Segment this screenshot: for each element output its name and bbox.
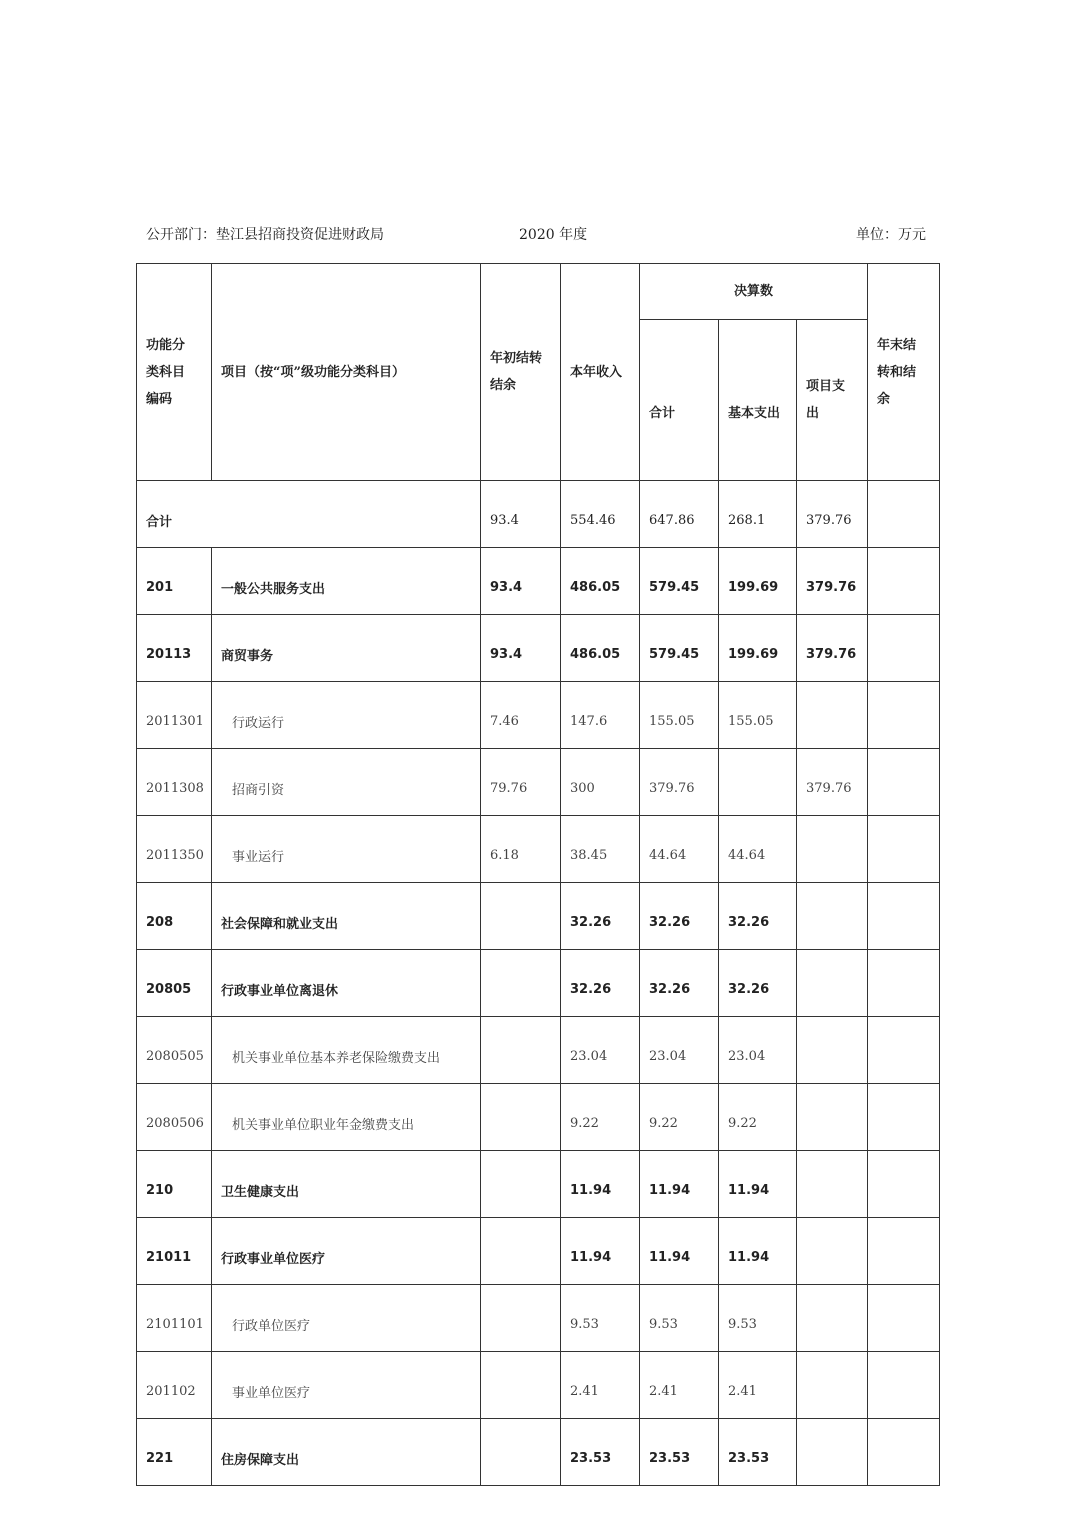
column-header-closing-line: 转和结 [877, 364, 917, 380]
cell-closing [868, 1084, 940, 1151]
column-header-closing [868, 264, 940, 481]
unit-label: 单位：万元 [856, 227, 926, 243]
cell-income: 9.53 [561, 1285, 640, 1352]
cell-name: 事业单位医疗 [212, 1352, 481, 1419]
column-header-opening-line: 结余 [490, 378, 517, 393]
table-row [137, 883, 940, 950]
column-header-closing-line: 年末结 [877, 337, 917, 353]
column-header-total: 合计 [640, 320, 719, 481]
table-row [137, 816, 940, 883]
cell-project [797, 883, 868, 950]
cell-closing [868, 816, 940, 883]
table-row [137, 1285, 940, 1352]
table-row [137, 1017, 940, 1084]
cell-project [797, 1419, 868, 1486]
cell-code: 2011301 [137, 682, 212, 749]
cell-total: 579.45 [640, 615, 719, 682]
cell-basic: 11.94 [719, 1218, 797, 1285]
column-header-income: 本年收入 [561, 264, 640, 481]
cell-total: 44.64 [640, 816, 719, 883]
cell-total: 379.76 [640, 749, 719, 816]
cell-basic: 23.04 [719, 1017, 797, 1084]
cell-code: 2101101 [137, 1285, 212, 1352]
cell-code: 2011350 [137, 816, 212, 883]
cell-basic: 9.53 [719, 1285, 797, 1352]
cell-total: 155.05 [640, 682, 719, 749]
cell-income: 38.45 [561, 816, 640, 883]
fiscal-year-label: 2020 年度 [519, 227, 588, 243]
table-row [137, 1151, 940, 1218]
cell-name: 行政单位医疗 [212, 1285, 481, 1352]
cell-closing [868, 1017, 940, 1084]
cell-project [797, 1084, 868, 1151]
cell-closing [868, 682, 940, 749]
cell-income: 23.53 [561, 1419, 640, 1486]
cell-opening [481, 1151, 561, 1218]
cell-name: 机关事业单位职业年金缴费支出 [212, 1084, 481, 1151]
cell-closing [868, 749, 940, 816]
table-row [137, 1419, 940, 1486]
column-header-project-line: 项目支 [806, 379, 846, 394]
cell-total: 11.94 [640, 1218, 719, 1285]
cell-closing [868, 1285, 940, 1352]
cell-income: 32.26 [561, 883, 640, 950]
cell-basic: 9.22 [719, 1084, 797, 1151]
cell-project [797, 816, 868, 883]
cell-total: 23.53 [640, 1419, 719, 1486]
cell-name: 招商引资 [212, 749, 481, 816]
cell-code: 20805 [137, 950, 212, 1017]
cell-income: 9.22 [561, 1084, 640, 1151]
total-project: 379.76 [797, 481, 868, 548]
cell-income: 486.05 [561, 548, 640, 615]
column-header-opening-line: 年初结转 [490, 351, 543, 366]
cell-basic: 32.26 [719, 950, 797, 1017]
column-header-code [137, 264, 212, 481]
cell-opening [481, 1218, 561, 1285]
cell-basic: 155.05 [719, 682, 797, 749]
cell-project [797, 682, 868, 749]
cell-name: 事业运行 [212, 816, 481, 883]
cell-opening: 7.46 [481, 682, 561, 749]
cell-project: 379.76 [797, 615, 868, 682]
cell-basic [719, 749, 797, 816]
cell-project: 379.76 [797, 749, 868, 816]
cell-code: 201102 [137, 1352, 212, 1419]
cell-basic: 44.64 [719, 816, 797, 883]
column-header-code-line: 功能分 [146, 337, 186, 353]
cell-basic: 32.26 [719, 883, 797, 950]
cell-opening: 79.76 [481, 749, 561, 816]
cell-income: 23.04 [561, 1017, 640, 1084]
table-row [137, 682, 940, 749]
cell-opening: 6.18 [481, 816, 561, 883]
column-header-code-line: 类科目 [146, 364, 186, 380]
cell-name: 社会保障和就业支出 [212, 883, 481, 950]
total-closing [868, 481, 940, 548]
cell-opening: 93.4 [481, 615, 561, 682]
cell-name: 商贸事务 [212, 615, 481, 682]
cell-opening [481, 1419, 561, 1486]
cell-basic: 11.94 [719, 1151, 797, 1218]
cell-name: 行政事业单位医疗 [212, 1218, 481, 1285]
cell-income: 11.94 [561, 1218, 640, 1285]
cell-name: 卫生健康支出 [212, 1151, 481, 1218]
cell-opening [481, 1285, 561, 1352]
cell-project [797, 1285, 868, 1352]
cell-total: 23.04 [640, 1017, 719, 1084]
total-label: 合计 [137, 481, 481, 548]
column-header-project [797, 320, 868, 481]
column-header-project-line: 出 [806, 406, 820, 421]
cell-name: 行政运行 [212, 682, 481, 749]
cell-total: 32.26 [640, 883, 719, 950]
department-label: 公开部门：垫江县招商投资促进财政局 [146, 227, 384, 243]
cell-opening [481, 1352, 561, 1419]
cell-closing [868, 1218, 940, 1285]
column-header-closing-line: 余 [877, 391, 891, 407]
cell-closing [868, 883, 940, 950]
cell-closing [868, 1352, 940, 1419]
cell-code: 2080505 [137, 1017, 212, 1084]
cell-name: 行政事业单位离退休 [212, 950, 481, 1017]
cell-total: 579.45 [640, 548, 719, 615]
cell-income: 300 [561, 749, 640, 816]
cell-closing [868, 548, 940, 615]
table-row [137, 615, 940, 682]
cell-opening [481, 1017, 561, 1084]
table-row [137, 1218, 940, 1285]
cell-basic: 23.53 [719, 1419, 797, 1486]
table-row [137, 1352, 940, 1419]
cell-closing [868, 615, 940, 682]
column-header-opening-balance [481, 264, 561, 481]
cell-total: 9.22 [640, 1084, 719, 1151]
cell-opening [481, 950, 561, 1017]
cell-project: 379.76 [797, 548, 868, 615]
final-accounts-table [136, 263, 940, 1486]
cell-basic: 199.69 [719, 548, 797, 615]
cell-name: 机关事业单位基本养老保险缴费支出 [212, 1017, 481, 1084]
cell-name: 住房保障支出 [212, 1419, 481, 1486]
total-basic: 268.1 [719, 481, 797, 548]
cell-project [797, 950, 868, 1017]
cell-total: 2.41 [640, 1352, 719, 1419]
cell-code: 201 [137, 548, 212, 615]
cell-code: 221 [137, 1419, 212, 1486]
cell-closing [868, 1151, 940, 1218]
cell-project [797, 1218, 868, 1285]
column-header-basic: 基本支出 [719, 320, 797, 481]
column-header-item: 项目（按“项”级功能分类科目） [212, 264, 481, 481]
cell-total: 11.94 [640, 1151, 719, 1218]
total-income: 554.46 [561, 481, 640, 548]
cell-income: 147.6 [561, 682, 640, 749]
cell-code: 210 [137, 1151, 212, 1218]
cell-basic: 199.69 [719, 615, 797, 682]
table-row [137, 749, 940, 816]
cell-income: 2.41 [561, 1352, 640, 1419]
cell-total: 32.26 [640, 950, 719, 1017]
cell-project [797, 1017, 868, 1084]
cell-income: 11.94 [561, 1151, 640, 1218]
column-header-final-group: 决算数 [640, 264, 868, 320]
table-row [137, 950, 940, 1017]
cell-code: 2011308 [137, 749, 212, 816]
cell-code: 2080506 [137, 1084, 212, 1151]
cell-code: 20113 [137, 615, 212, 682]
cell-code: 208 [137, 883, 212, 950]
cell-project [797, 1151, 868, 1218]
table-row-total [137, 481, 940, 548]
table-row [137, 548, 940, 615]
cell-opening [481, 1084, 561, 1151]
cell-total: 9.53 [640, 1285, 719, 1352]
cell-opening: 93.4 [481, 548, 561, 615]
cell-code: 21011 [137, 1218, 212, 1285]
cell-closing [868, 1419, 940, 1486]
total-opening: 93.4 [481, 481, 561, 548]
cell-project [797, 1352, 868, 1419]
cell-income: 32.26 [561, 950, 640, 1017]
cell-opening [481, 883, 561, 950]
cell-income: 486.05 [561, 615, 640, 682]
column-header-code-line: 编码 [146, 391, 173, 407]
total-total: 647.86 [640, 481, 719, 548]
cell-basic: 2.41 [719, 1352, 797, 1419]
cell-closing [868, 950, 940, 1017]
cell-name: 一般公共服务支出 [212, 548, 481, 615]
table-row [137, 1084, 940, 1151]
